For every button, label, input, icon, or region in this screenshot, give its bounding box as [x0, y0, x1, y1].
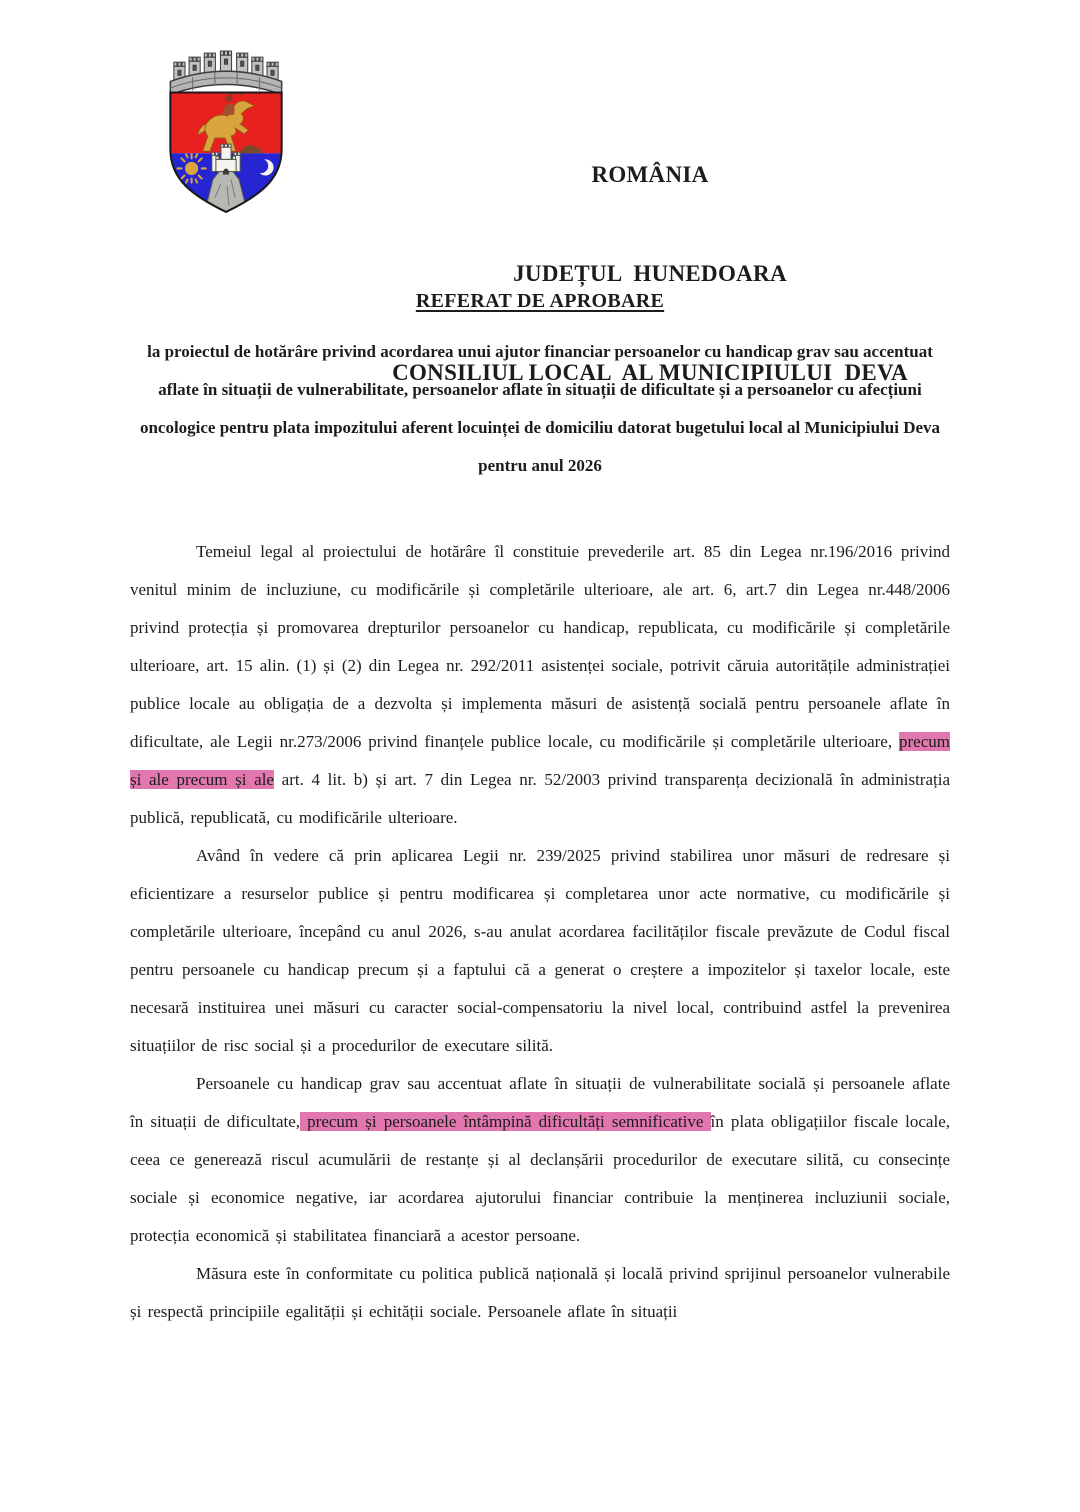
document-content	[130, 290, 950, 1331]
country-name: ROMÂNIA	[591, 162, 709, 187]
paragraph	[130, 1255, 950, 1331]
paragraph	[130, 1065, 950, 1255]
document-title: REFERAT DE APROBARE	[415, 290, 665, 312]
council-name: CONSILIUL LOCAL AL MUNICIPIULUI DEVA	[392, 360, 908, 385]
paragraph	[130, 837, 950, 1065]
highlighted-text: precum și persoanele întâmpină dificultăți semnificative	[300, 1112, 711, 1131]
deva-coat-of-arms	[162, 46, 290, 216]
mural-crown-icon	[170, 51, 281, 95]
document-subtitle: la proiectul de hotărâre privind acordarea unui ajutor financiar persoanelor cu handicap grav sau accentuat aflate în situații de vulnerabilitate, persoanelor aflate în situații de dificultate și a persoanelor cu afecțiuni oncologice pentru plata impozitului aferent locuinței de domiciliu datorat bugetului local al Municipiului Deva pentru anul 2026	[139, 342, 941, 475]
paragraph-text: Temeiul legal al proiectului de hotărâre îl constituie prevederile art. 85 din Legea nr.196/2016 privind venitul minim de incluziune, cu modificările și completările ulterioare, ale art. 6, art.7 din Legea nr.448/2006 privind protecția și promovarea drepturilor persoanelor cu handicap, republicata, cu modificările și completările ulterioare, art. 15 alin. (1) și (2) din Legea nr. 292/2011 asistenței sociale, potrivit căruia autoritățile administrației publice locale au obligația de a dezvolta și implementa măsuri de asistență socială pentru persoanele aflate în dificultate, ale Legii nr.273/2006 privind finanțele publice locale, cu modificările și completările ulterioare,	[130, 542, 950, 751]
paragraph	[130, 533, 950, 837]
highlighted-text: precum și ale precum și ale	[130, 732, 950, 789]
shield	[170, 93, 281, 214]
paragraph-text: Având în vedere că prin aplicarea Legii nr. 239/2025 privind stabilirea unor măsuri de redresare și eficientizare a resurselor publice și pentru modificarea și completarea unor acte normative, cu modificările și completările ulterioare, începând cu anul 2026, s-au anulat acordarea facilităților fiscale prevăzute de Codul fiscal pentru persoanele cu handicap precum și a faptului că a generat o creștere a impozitelor și taxelor locale, este necesară instituirea unei măsuri cu caracter social-compensatoriu la nivel local, contribuind astfel la prevenirea situațiilor de risc social și a procedurilor de executare silită.	[130, 846, 950, 1055]
sun-icon	[177, 154, 205, 182]
document-body	[130, 533, 950, 1331]
paragraph-text: Măsura este în conformitate cu politica publică națională și locală privind sprijinul persoanelor vulnerabile și respectă principiile egalității și echității sociale. Persoanele aflate în situații	[130, 1264, 950, 1321]
paragraph-text: Persoanele cu handicap grav sau accentuat aflate în situații de vulnerabilitate socială și persoanele aflate în situații de dificultate,	[130, 1074, 950, 1131]
paragraph-text: art. 4 lit. b) și art. 7 din Legea nr. 52/2003 privind transparența decizională în administrația publică, republicată, cu modificările ulterioare.	[130, 770, 951, 827]
county-name: JUDEȚUL HUNEDOARA	[513, 261, 787, 286]
paragraph-text: în plata obligațiilor fiscale locale, ceea ce generează riscul acumulării de restanțe și al declanșării procedurilor de executare silită, cu consecințe sociale și economice negative, iar acordarea ajutorului financiar contribuie la menținerea incluziunii sociale, protecția economică și stabilitatea financiară a acestor persoane.	[130, 1112, 950, 1245]
